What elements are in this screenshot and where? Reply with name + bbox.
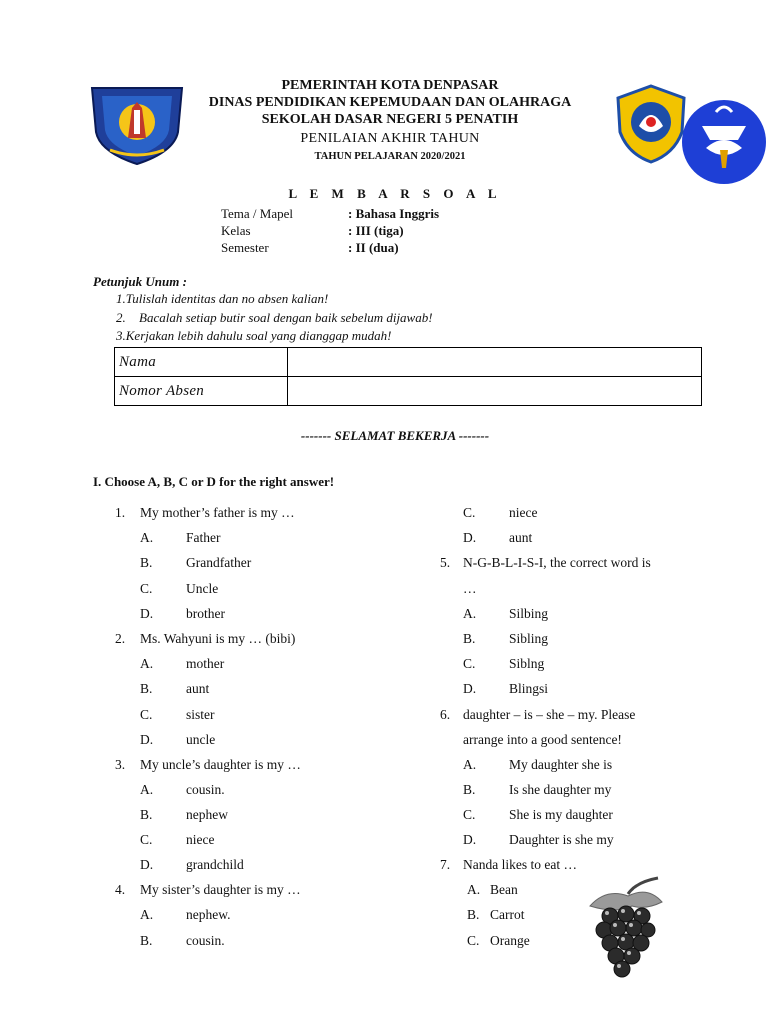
q7-a-option[interactable]: Bean: [490, 882, 518, 897]
q2-a-letter: A.: [140, 656, 154, 671]
q2-c-option[interactable]: sister: [186, 707, 215, 722]
q4-b-letter: B.: [140, 933, 153, 948]
meta-value-semester: : II (dua): [348, 240, 399, 255]
q5-c-letter: C.: [463, 656, 476, 671]
q5-a-option[interactable]: Silbing: [509, 606, 549, 621]
q3-text: My uncle’s daughter is my …: [140, 757, 301, 772]
q5-number: 5.: [440, 555, 451, 570]
meta-label-kelas: Kelas: [221, 223, 251, 238]
q6-number: 6.: [440, 707, 451, 722]
header-school-year: TAHUN PELAJARAN 2020/2021: [314, 151, 466, 162]
q2-d-letter: D.: [140, 732, 154, 747]
q7-text: Nanda likes to eat …: [463, 857, 577, 872]
q4-c-option[interactable]: niece: [509, 505, 538, 520]
q6-d-option[interactable]: Daughter is she my: [509, 832, 614, 847]
q4-text: My sister’s daughter is my …: [140, 882, 301, 897]
meta-value-kelas: : III (tiga): [348, 223, 404, 238]
q2-d-option[interactable]: uncle: [186, 732, 216, 747]
header-government: PEMERINTAH KOTA DENPASAR: [281, 78, 499, 93]
q5-text-cont: …: [463, 581, 477, 596]
header-assessment: PENILAIAN AKHIR TAHUN: [300, 131, 480, 146]
q1-c-option[interactable]: Uncle: [186, 581, 219, 596]
q7-b-option[interactable]: Carrot: [490, 907, 525, 922]
q2-b-option[interactable]: aunt: [186, 681, 210, 696]
q2-c-letter: C.: [140, 707, 153, 722]
q4-c-letter: C.: [463, 505, 476, 520]
q5-text: N-G-B-L-I-S-I, the correct word is: [463, 555, 651, 570]
q2-number: 2.: [115, 631, 126, 646]
q3-b-letter: B.: [140, 807, 153, 822]
q4-b-option[interactable]: cousin.: [186, 933, 225, 948]
q3-number: 3.: [115, 757, 126, 772]
q6-d-letter: D.: [463, 832, 477, 847]
header-school: SEKOLAH DASAR NEGERI 5 PENATIH: [261, 112, 519, 127]
q3-a-letter: A.: [140, 782, 154, 797]
q6-b-letter: B.: [463, 782, 476, 797]
tut-wuri-handayani-emblem: [676, 92, 768, 186]
q1-a-letter: A.: [140, 530, 154, 545]
q4-a-option[interactable]: nephew.: [186, 907, 231, 922]
q7-c-letter: C.: [467, 933, 480, 948]
grapes-illustration: [588, 876, 664, 986]
q3-b-option[interactable]: nephew: [186, 807, 228, 822]
section-title: I. Choose A, B, C or D for the right answer!: [93, 474, 335, 489]
instructions-heading: Petunjuk Unum :: [93, 274, 187, 289]
q3-c-letter: C.: [140, 832, 153, 847]
header-department: DINAS PENDIDIKAN KEPEMUDAAN DAN OLAHRAGA: [208, 95, 572, 110]
q7-number: 7.: [440, 857, 451, 872]
q7-c-option[interactable]: Orange: [490, 933, 530, 948]
q5-b-option[interactable]: Sibling: [509, 631, 549, 646]
q4-d-letter: D.: [463, 530, 477, 545]
meta-label-tema: Tema / Mapel: [221, 206, 294, 221]
instruction-1: 1.Tulislah identitas dan no absen kalian!: [116, 291, 329, 306]
meta-value-tema: : Bahasa Inggris: [348, 206, 440, 221]
q2-a-option[interactable]: mother: [186, 656, 225, 671]
q6-c-option[interactable]: She is my daughter: [509, 807, 613, 822]
q5-c-option[interactable]: Siblng: [509, 656, 545, 671]
name-label: Nama: [115, 348, 288, 377]
q1-b-letter: B.: [140, 555, 153, 570]
q2-b-letter: B.: [140, 681, 153, 696]
q4-a-letter: A.: [140, 907, 154, 922]
q3-a-option[interactable]: cousin.: [186, 782, 225, 797]
q2-text: Ms. Wahyuni is my … (bibi): [140, 631, 296, 646]
q1-d-letter: D.: [140, 606, 154, 621]
sheet-title: L E M B A R S O A L: [288, 186, 502, 201]
meta-label-semester: Semester: [221, 240, 269, 255]
q6-b-option[interactable]: Is she daughter my: [509, 782, 612, 797]
q6-a-letter: A.: [463, 757, 477, 772]
identity-table: [114, 347, 702, 406]
q3-d-letter: D.: [140, 857, 154, 872]
q7-a-letter: A.: [467, 882, 481, 897]
q4-number: 4.: [115, 882, 126, 897]
q3-c-option[interactable]: niece: [186, 832, 215, 847]
q6-c-letter: C.: [463, 807, 476, 822]
q7-b-letter: B.: [467, 907, 480, 922]
q3-d-option[interactable]: grandchild: [186, 857, 244, 872]
absent-number-label: Nomor Absen: [115, 377, 288, 406]
q5-d-option[interactable]: Blingsi: [509, 681, 549, 696]
q6-a-option[interactable]: My daughter she is: [509, 757, 613, 772]
q6-text: daughter – is – she – my. Please: [463, 707, 636, 722]
absent-number-field[interactable]: [288, 377, 702, 406]
instruction-2-text: Bacalah setiap butir soal dengan baik sebelum dijawab!: [139, 310, 433, 325]
q5-d-letter: D.: [463, 681, 477, 696]
name-field[interactable]: [288, 348, 702, 377]
q1-number: 1.: [115, 505, 126, 520]
q1-c-letter: C.: [140, 581, 153, 596]
q1-a-option[interactable]: Father: [186, 530, 221, 545]
q6-text-cont: arrange into a good sentence!: [463, 732, 622, 747]
q1-d-option[interactable]: brother: [186, 606, 225, 621]
q5-a-letter: A.: [463, 606, 477, 621]
instruction-3: 3.Kerjakan lebih dahulu soal yang dianggap mudah!: [116, 328, 392, 343]
q1-text: My mother’s father is my …: [140, 505, 295, 520]
instruction-2-number: 2.: [116, 310, 126, 325]
q5-b-letter: B.: [463, 631, 476, 646]
greeting: ------- SELAMAT BEKERJA -------: [300, 428, 490, 443]
q1-b-option[interactable]: Grandfather: [186, 555, 252, 570]
q4-d-option[interactable]: aunt: [509, 530, 533, 545]
